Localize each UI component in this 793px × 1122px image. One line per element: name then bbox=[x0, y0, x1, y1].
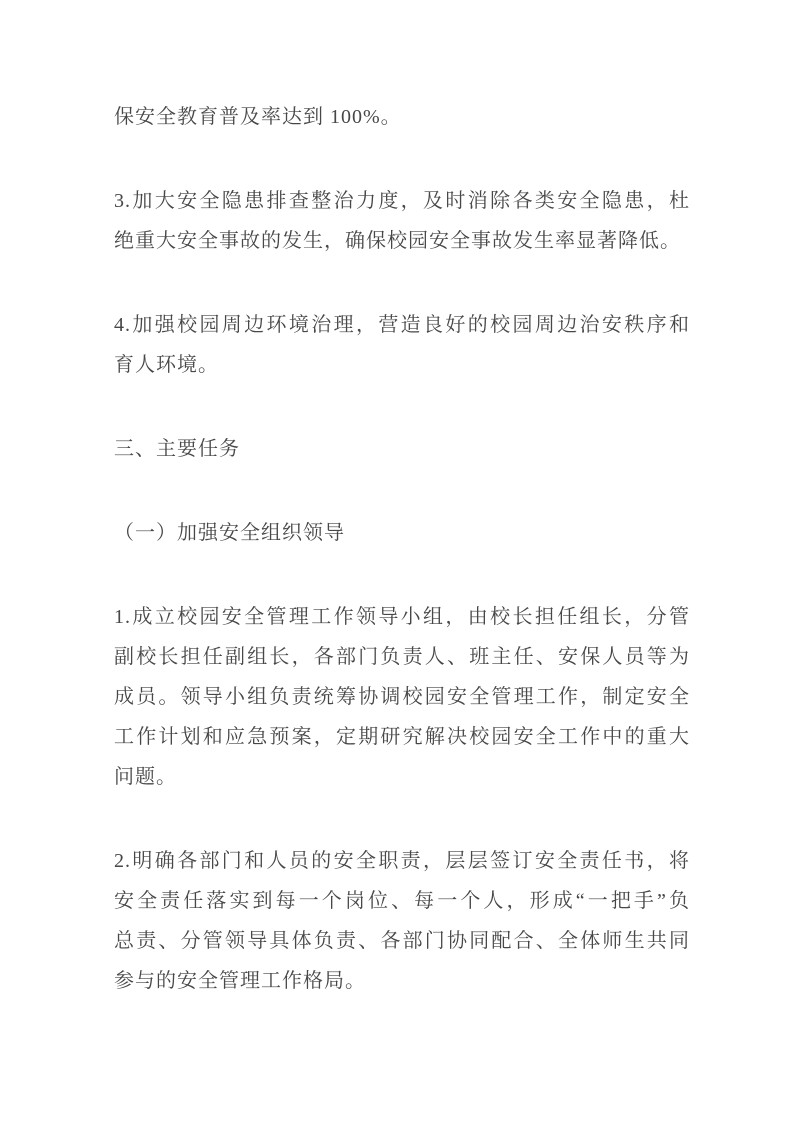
subsection-heading-org-leadership bbox=[114, 513, 690, 553]
paragraph-item-2 bbox=[114, 841, 690, 1001]
text-line: 副校长担任副组长，各部门负责人、班主任、安保人员等为 bbox=[114, 646, 690, 668]
heading-text: 三、主要任务 bbox=[114, 438, 240, 460]
text-line: 3.加大安全隐患排查整治力度，及时消除各类安全隐患，杜 bbox=[114, 190, 690, 212]
text-line: 育人环境。 bbox=[114, 354, 219, 376]
paragraph-item-4 bbox=[114, 305, 690, 385]
paragraph-item-1 bbox=[114, 597, 690, 797]
heading-text: （一）加强安全组织领导 bbox=[114, 522, 345, 544]
text-line: 参与的安全管理工作格局。 bbox=[114, 970, 366, 992]
text-line: 总责、分管领导具体负责、各部门协同配合、全体师生共同 bbox=[114, 930, 690, 952]
section-heading-main-tasks bbox=[114, 429, 690, 469]
text-line: 4.加强校园周边环境治理，营造良好的校园周边治安秩序和 bbox=[114, 314, 690, 336]
paragraph-education-rate bbox=[114, 97, 690, 137]
text-line: 绝重大安全事故的发生，确保校园安全事故发生率显著降低。 bbox=[114, 230, 681, 252]
text-line: 2.明确各部门和人员的安全职责，层层签订安全责任书，将 bbox=[114, 850, 690, 872]
text-line: 1.成立校园安全管理工作领导小组，由校长担任组长，分管 bbox=[114, 606, 690, 628]
text-line: 工作计划和应急预案，定期研究解决校园安全工作中的重大 bbox=[114, 726, 690, 748]
paragraph-item-3 bbox=[114, 181, 690, 261]
text-line: 问题。 bbox=[114, 766, 177, 788]
text-line: 保安全教育普及率达到 100%。 bbox=[114, 106, 402, 128]
document-body bbox=[114, 97, 690, 1001]
text-line: 安全责任落实到每一个岗位、每一个人，形成“一把手”负 bbox=[114, 890, 690, 912]
text-line: 成员。领导小组负责统筹协调校园安全管理工作，制定安全 bbox=[114, 686, 690, 708]
